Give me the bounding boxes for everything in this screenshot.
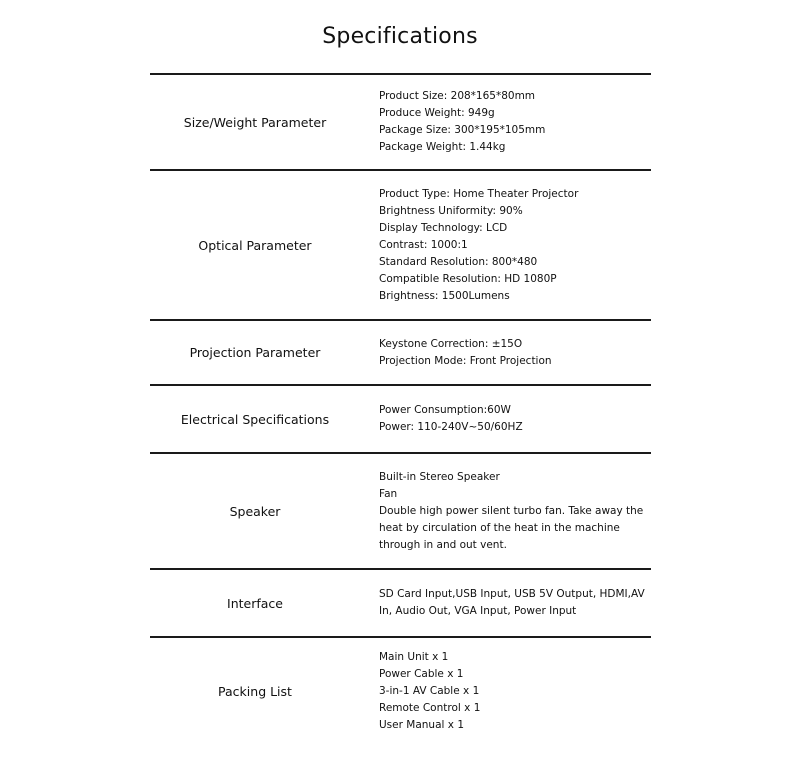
spec-line: Fan	[379, 487, 398, 500]
spec-row-speaker	[150, 452, 651, 568]
spec-line: User Manual x 1	[379, 718, 464, 731]
spec-line: Main Unit x 1	[379, 650, 449, 663]
spec-values	[360, 402, 523, 436]
spec-line: Package Weight: 1.44kg	[379, 141, 506, 153]
spec-row-optical	[150, 169, 651, 319]
spec-values	[360, 186, 578, 305]
spec-values	[360, 88, 545, 156]
spec-label: Size/Weight Parameter	[183, 114, 327, 130]
page-title: Specifications	[322, 24, 478, 49]
spec-line: Power: 110-240V~50/60HZ	[379, 421, 523, 433]
spec-row-electrical	[150, 384, 651, 452]
spec-label: Electrical Specifications	[180, 411, 330, 427]
spec-line: Keystone Correction: ±15O	[379, 337, 523, 350]
spec-row-interface	[150, 568, 651, 636]
spec-row-packing-list	[150, 636, 651, 744]
spec-label: Speaker	[229, 503, 281, 519]
spec-line: Product Size: 208*165*80mm	[379, 90, 536, 102]
spec-table	[150, 73, 651, 744]
spec-line: Projection Mode: Front Projection	[379, 354, 552, 367]
spec-line: Power Consumption:60W	[379, 404, 511, 416]
spec-label: Optical Parameter	[198, 237, 312, 253]
spec-label: Projection Parameter	[189, 345, 321, 360]
spec-line: Double high power silent turbo fan. Take away the heat by circulation of the heat in the machine through in and out vent.	[379, 504, 644, 551]
spec-line: 3-in-1 AV Cable x 1	[379, 684, 480, 697]
spec-values	[360, 586, 661, 620]
spec-label: Packing List	[218, 683, 292, 699]
spec-row-size-weight	[150, 73, 651, 169]
spec-row-projection	[150, 319, 651, 384]
spec-line: Display Technology: LCD	[379, 221, 508, 234]
spec-line: Contrast: 1000:1	[379, 238, 468, 251]
spec-line: Brightness: 1500Lumens	[379, 289, 510, 302]
spec-line: Product Type: Home Theater Projector	[379, 187, 579, 200]
spec-line: Built-in Stereo Speaker	[379, 470, 500, 483]
spec-line: Remote Control x 1	[379, 701, 481, 714]
spec-line: Power Cable x 1	[379, 667, 464, 680]
spec-line: SD Card Input,USB Input, USB 5V Output, HDMI,AV In, Audio Out, VGA Input, Power Input	[379, 588, 645, 617]
spec-values	[360, 649, 480, 734]
spec-label: Interface	[227, 595, 283, 611]
spec-values	[360, 336, 552, 370]
spec-line: Compatible Resolution: HD 1080P	[379, 272, 557, 285]
spec-values	[360, 469, 649, 554]
spec-line: Brightness Uniformity: 90%	[379, 204, 523, 217]
spec-line: Produce Weight: 949g	[379, 107, 495, 119]
spec-line: Standard Resolution: 800*480	[379, 255, 538, 268]
spec-line: Package Size: 300*195*105mm	[379, 124, 546, 136]
